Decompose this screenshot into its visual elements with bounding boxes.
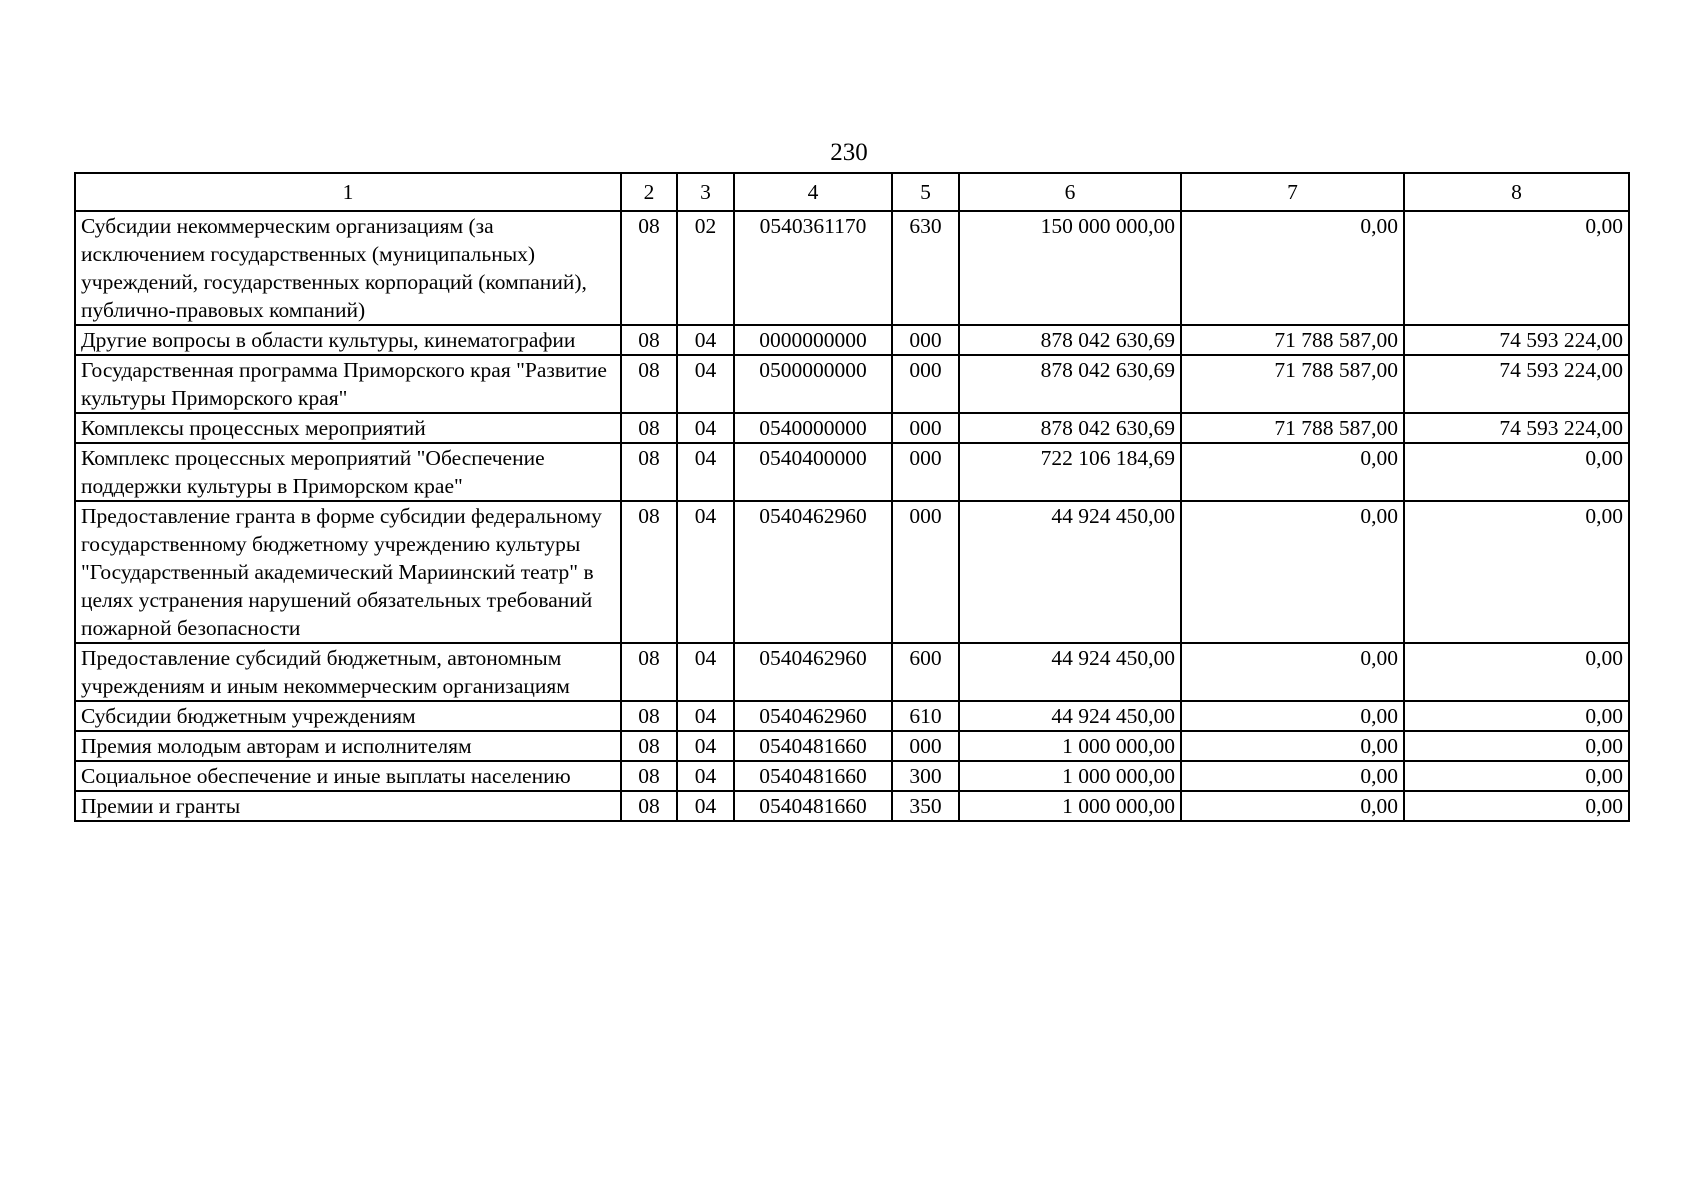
row-amount-col6: 878 042 630,69	[959, 413, 1181, 443]
row-name: Предоставление гранта в форме субсидии федеральному государственному бюджетному учреждению культуры "Государственный академический Мариинский театр" в целях устранения нарушений обязательных требований пожарной безопасности	[75, 501, 621, 643]
row-target-code: 0540400000	[734, 443, 892, 501]
row-target-code: 0540481660	[734, 791, 892, 821]
row-razdel: 08	[621, 211, 677, 325]
row-name: Премия молодым авторам и исполнителям	[75, 731, 621, 761]
row-expense-type: 610	[892, 701, 959, 731]
row-podrazdel: 04	[677, 731, 734, 761]
row-expense-type: 000	[892, 501, 959, 643]
row-name: Комплекс процессных мероприятий "Обеспечение поддержки культуры в Приморском крае"	[75, 443, 621, 501]
row-target-code: 0540000000	[734, 413, 892, 443]
row-razdel: 08	[621, 443, 677, 501]
page-number: 230	[830, 139, 868, 166]
row-expense-type: 350	[892, 791, 959, 821]
header-cell-2: 2	[621, 173, 677, 211]
row-amount-col8: 0,00	[1404, 443, 1629, 501]
table-row	[75, 413, 1629, 443]
table-row	[75, 355, 1629, 413]
row-target-code: 0540462960	[734, 501, 892, 643]
row-amount-col6: 878 042 630,69	[959, 355, 1181, 413]
row-amount-col7: 0,00	[1181, 701, 1404, 731]
row-amount-col8: 0,00	[1404, 791, 1629, 821]
row-target-code: 0540481660	[734, 761, 892, 791]
row-amount-col8: 0,00	[1404, 501, 1629, 643]
table-row	[75, 211, 1629, 325]
table-row	[75, 325, 1629, 355]
header-cell-8: 8	[1404, 173, 1629, 211]
row-amount-col7: 0,00	[1181, 761, 1404, 791]
row-amount-col6: 1 000 000,00	[959, 761, 1181, 791]
row-amount-col8: 74 593 224,00	[1404, 413, 1629, 443]
row-expense-type: 000	[892, 443, 959, 501]
row-name: Премии и гранты	[75, 791, 621, 821]
row-amount-col8: 74 593 224,00	[1404, 325, 1629, 355]
row-amount-col8: 0,00	[1404, 643, 1629, 701]
budget-table	[74, 172, 1630, 822]
header-cell-4: 4	[734, 173, 892, 211]
row-amount-col7: 0,00	[1181, 731, 1404, 761]
row-amount-col6: 1 000 000,00	[959, 791, 1181, 821]
row-amount-col8: 74 593 224,00	[1404, 355, 1629, 413]
table-row	[75, 701, 1629, 731]
row-razdel: 08	[621, 413, 677, 443]
row-razdel: 08	[621, 701, 677, 731]
row-amount-col6: 44 924 450,00	[959, 643, 1181, 701]
row-podrazdel: 04	[677, 643, 734, 701]
row-expense-type: 600	[892, 643, 959, 701]
row-expense-type: 000	[892, 325, 959, 355]
row-podrazdel: 04	[677, 701, 734, 731]
row-name: Субсидии бюджетным учреждениям	[75, 701, 621, 731]
row-name: Предоставление субсидий бюджетным, автономным учреждениям и иным некоммерческим организациям	[75, 643, 621, 701]
row-podrazdel: 04	[677, 791, 734, 821]
row-amount-col7: 71 788 587,00	[1181, 355, 1404, 413]
row-razdel: 08	[621, 731, 677, 761]
row-amount-col8: 0,00	[1404, 731, 1629, 761]
header-cell-7: 7	[1181, 173, 1404, 211]
row-amount-col6: 1 000 000,00	[959, 731, 1181, 761]
row-name: Другие вопросы в области культуры, кинематографии	[75, 325, 621, 355]
row-razdel: 08	[621, 325, 677, 355]
row-amount-col8: 0,00	[1404, 761, 1629, 791]
row-target-code: 0000000000	[734, 325, 892, 355]
row-expense-type: 630	[892, 211, 959, 325]
row-expense-type: 000	[892, 355, 959, 413]
row-amount-col7: 0,00	[1181, 443, 1404, 501]
row-amount-col8: 0,00	[1404, 211, 1629, 325]
row-name: Государственная программа Приморского края "Развитие культуры Приморского края"	[75, 355, 621, 413]
row-expense-type: 000	[892, 731, 959, 761]
row-expense-type: 300	[892, 761, 959, 791]
row-amount-col6: 44 924 450,00	[959, 701, 1181, 731]
row-amount-col8: 0,00	[1404, 701, 1629, 731]
row-amount-col7: 0,00	[1181, 211, 1404, 325]
row-amount-col6: 44 924 450,00	[959, 501, 1181, 643]
row-name: Социальное обеспечение и иные выплаты населению	[75, 761, 621, 791]
row-amount-col6: 150 000 000,00	[959, 211, 1181, 325]
row-podrazdel: 04	[677, 355, 734, 413]
row-podrazdel: 02	[677, 211, 734, 325]
header-cell-3: 3	[677, 173, 734, 211]
row-amount-col7: 0,00	[1181, 501, 1404, 643]
row-amount-col7: 71 788 587,00	[1181, 325, 1404, 355]
row-amount-col6: 722 106 184,69	[959, 443, 1181, 501]
table-row	[75, 761, 1629, 791]
row-amount-col7: 0,00	[1181, 791, 1404, 821]
table-row	[75, 731, 1629, 761]
row-podrazdel: 04	[677, 501, 734, 643]
row-target-code: 0540462960	[734, 643, 892, 701]
row-razdel: 08	[621, 501, 677, 643]
row-target-code: 0540481660	[734, 731, 892, 761]
table-row	[75, 643, 1629, 701]
row-podrazdel: 04	[677, 325, 734, 355]
row-podrazdel: 04	[677, 443, 734, 501]
row-razdel: 08	[621, 643, 677, 701]
row-razdel: 08	[621, 791, 677, 821]
header-cell-1: 1	[75, 173, 621, 211]
row-podrazdel: 04	[677, 761, 734, 791]
row-podrazdel: 04	[677, 413, 734, 443]
row-target-code: 0540462960	[734, 701, 892, 731]
row-expense-type: 000	[892, 413, 959, 443]
row-name: Субсидии некоммерческим организациям (за исключением государственных (муниципальных) учреждений, государственных корпораций (компаний), публично-правовых компаний)	[75, 211, 621, 325]
row-target-code: 0540361170	[734, 211, 892, 325]
row-razdel: 08	[621, 355, 677, 413]
row-amount-col7: 0,00	[1181, 643, 1404, 701]
row-target-code: 0500000000	[734, 355, 892, 413]
row-name: Комплексы процессных мероприятий	[75, 413, 621, 443]
table-row	[75, 443, 1629, 501]
table-row	[75, 501, 1629, 643]
header-cell-6: 6	[959, 173, 1181, 211]
table-row	[75, 791, 1629, 821]
row-amount-col6: 878 042 630,69	[959, 325, 1181, 355]
header-row	[75, 173, 1629, 211]
header-cell-5: 5	[892, 173, 959, 211]
row-razdel: 08	[621, 761, 677, 791]
row-amount-col7: 71 788 587,00	[1181, 413, 1404, 443]
